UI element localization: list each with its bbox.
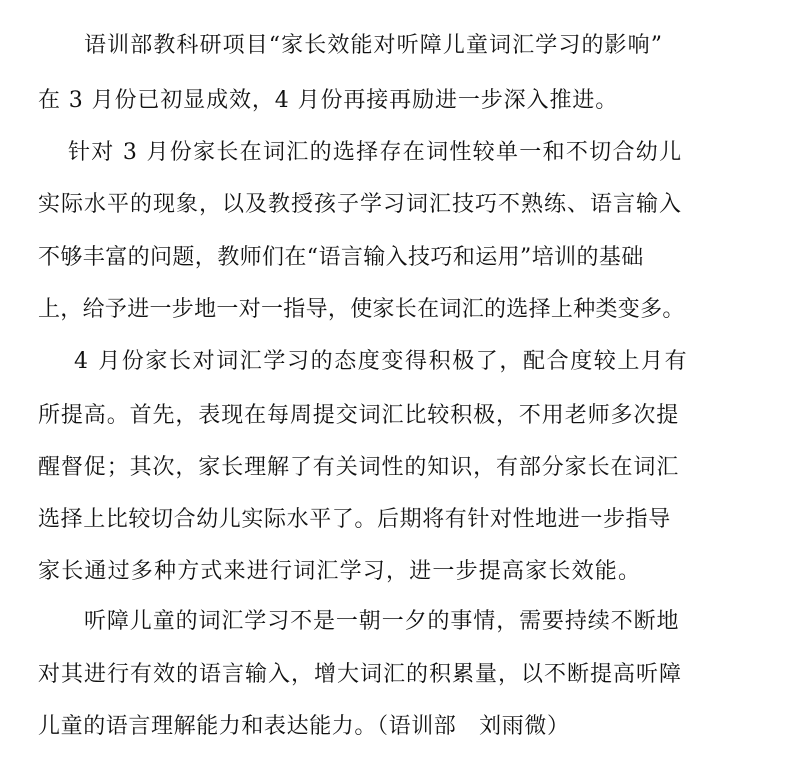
paragraph-2-line-2: 实际水平的现象，以及教授孩子学习词汇技巧不熟练、语言输入 [38, 192, 683, 217]
paragraph-3-line-2: 所提高。首先，表现在每周提交词汇比较积极，不用老师多次提 [38, 403, 680, 428]
paragraph-1-line-2: 在 3 月份已初显成效，4 月份再接再励进一步深入推进。 [38, 88, 619, 113]
paragraph-3-line-1: 4 月份家长对词汇学习的态度变得积极了，配合度较上月有 [74, 349, 689, 374]
paragraph-2-line-4: 上，给予进一步地一对一指导，使家长在词汇的选择上种类变多。 [38, 297, 685, 322]
paragraph-1-line-1: 语训部教科研项目“家长效能对听障儿童词汇学习的影响” [84, 33, 664, 58]
paragraph-3-line-4: 选择上比较切合幼儿实际水平了。后期将有针对性地进一步指导 [38, 507, 671, 532]
paragraph-4-line-2: 对其进行有效的语言输入，增大词汇的积累量，以不断提高听障 [38, 662, 683, 687]
paragraph-3-line-3: 醒督促；其次，家长理解了有关词性的知识，有部分家长在词汇 [38, 455, 680, 480]
paragraph-4-line-3: 儿童的语言理解能力和表达能力。（语训部 刘雨微） [38, 714, 570, 739]
paragraph-3-line-5: 家长通过多种方式来进行词汇学习，进一步提高家长效能。 [38, 559, 642, 584]
paragraph-4-line-1: 听障儿童的词汇学习不是一朝一夕的事情，需要持续不断地 [84, 609, 680, 634]
paragraph-2-line-3: 不够丰富的问题，教师们在“语言输入技巧和运用”培训的基础 [38, 245, 644, 270]
paragraph-2-line-1: 针对 3 月份家长在词汇的选择存在词性较单一和不切合幼儿 [68, 140, 683, 165]
